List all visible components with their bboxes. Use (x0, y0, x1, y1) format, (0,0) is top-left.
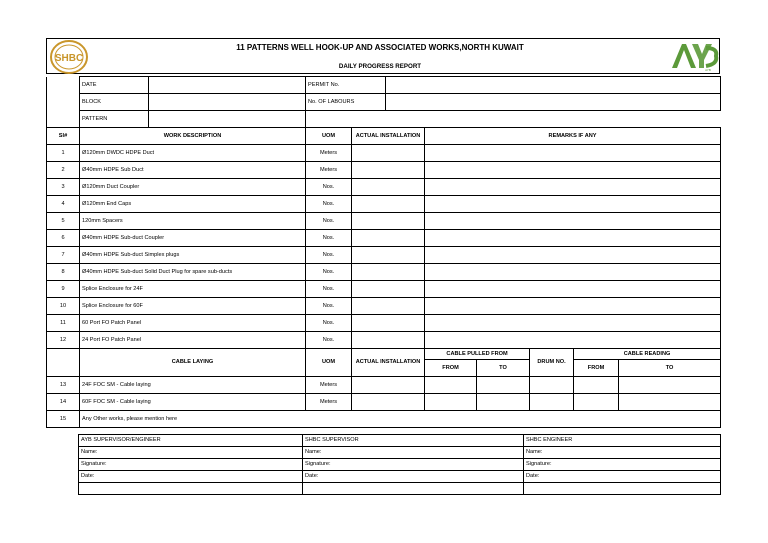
row-uom: Nos. (306, 179, 352, 196)
row-actual[interactable] (352, 179, 425, 196)
table-row (47, 281, 721, 298)
row-no: 11 (47, 315, 80, 332)
row-remarks[interactable] (425, 230, 721, 247)
row-reading-from[interactable] (574, 377, 619, 394)
cable-reading-header: CABLE READING (574, 349, 721, 360)
row-uom: Meters (306, 162, 352, 179)
row-desc: 24 Port FO Patch Panel (80, 332, 306, 349)
reading-from-header: FROM (574, 360, 619, 377)
row-no: 3 (47, 179, 80, 196)
row-uom: Meters (306, 394, 352, 411)
row-reading-from[interactable] (574, 394, 619, 411)
table-row (47, 213, 721, 230)
row-desc: Ø40mm HDPE Sub-duct Simplex plugs (80, 247, 306, 264)
report-subtitle: DAILY PROGRESS REPORT (338, 63, 422, 70)
shbc-eng-name[interactable]: Name: (524, 447, 721, 459)
table-row (47, 196, 721, 213)
cable-pulled-header: CABLE PULLED FROM (425, 349, 530, 360)
cable-row (47, 377, 721, 394)
shbc-logo (49, 40, 89, 74)
shbc-sup-signature[interactable]: Signature: (303, 459, 524, 471)
shbc-sup-name[interactable]: Name: (303, 447, 524, 459)
row-no: 4 (47, 196, 80, 213)
row-uom: Nos. (306, 315, 352, 332)
row-desc: 120mm Spacers (80, 213, 306, 230)
ayb-signature[interactable]: Signature: (79, 459, 303, 471)
shbc-eng-blank (524, 483, 721, 495)
row-uom: Meters (306, 377, 352, 394)
row-no: 5 (47, 213, 80, 230)
row-actual[interactable] (352, 315, 425, 332)
row-reading-to[interactable] (619, 394, 721, 411)
row-remarks[interactable] (425, 298, 721, 315)
row-desc: 60F FOC SM - Cable laying (80, 394, 306, 411)
shbc-sup-blank (303, 483, 524, 495)
row-uom: Nos. (306, 213, 352, 230)
other-works-row (47, 411, 721, 428)
info-gap (47, 77, 80, 94)
table-row (47, 162, 721, 179)
pulled-to-header: TO (477, 360, 530, 377)
row-no: 2 (47, 162, 80, 179)
row-pulled-to[interactable] (477, 377, 530, 394)
row-no: 14 (47, 394, 80, 411)
row-uom: Nos. (306, 247, 352, 264)
row-drum[interactable] (530, 377, 574, 394)
row-uom: Nos. (306, 281, 352, 298)
row-actual[interactable] (352, 281, 425, 298)
table-row (47, 332, 721, 349)
cable-sl-blank (47, 349, 80, 377)
row-actual[interactable] (352, 247, 425, 264)
drum-no-header: DRUM NO. (530, 349, 574, 377)
row-no: 6 (47, 230, 80, 247)
pulled-from-header: FROM (425, 360, 477, 377)
row-no: 7 (47, 247, 80, 264)
row-actual[interactable] (352, 162, 425, 179)
col-actual: ACTUAL INSTALLATION (352, 128, 425, 145)
row-uom: Nos. (306, 332, 352, 349)
ayb-logo-text: AYB (705, 68, 711, 72)
row-pulled-from[interactable] (425, 394, 477, 411)
table-row (47, 298, 721, 315)
row-remarks[interactable] (425, 162, 721, 179)
row-pulled-from[interactable] (425, 377, 477, 394)
row-actual[interactable] (352, 230, 425, 247)
table-row (47, 247, 721, 264)
row-no: 1 (47, 145, 80, 162)
info-gap (47, 94, 80, 111)
row-remarks[interactable] (425, 196, 721, 213)
row-remarks[interactable] (425, 315, 721, 332)
ayb-logo (668, 40, 720, 72)
row-actual[interactable] (352, 145, 425, 162)
row-drum[interactable] (530, 394, 574, 411)
report-title: 11 PATTERNS WELL HOOK-UP AND ASSOCIATED WORKS,NORTH KUWAIT (236, 43, 524, 52)
row-actual[interactable] (352, 196, 425, 213)
shbc-eng-signature[interactable]: Signature: (524, 459, 721, 471)
shbc-eng-date[interactable]: Date: (524, 471, 721, 483)
row-reading-to[interactable] (619, 377, 721, 394)
block-label: BLOCK (80, 94, 149, 111)
row-no: 13 (47, 377, 80, 394)
cable-actual-header: ACTUAL INSTALLATION (352, 349, 425, 377)
row-uom: Nos. (306, 196, 352, 213)
ayb-supervisor-label: AYB SUPERVISOR/ENGINEER (79, 435, 303, 447)
block-value[interactable] (149, 94, 306, 111)
row-no: 12 (47, 332, 80, 349)
row-no: 9 (47, 281, 80, 298)
row-pulled-to[interactable] (477, 394, 530, 411)
row-desc: Ø40mm HDPE Sub-duct Coupler (80, 230, 306, 247)
signature-table (78, 434, 721, 495)
row-desc: 24F FOC SM - Cable laying (80, 377, 306, 394)
pattern-value[interactable] (149, 111, 306, 128)
ayb-blank (79, 483, 303, 495)
ayb-date[interactable]: Date: (79, 471, 303, 483)
col-uom: UOM (306, 128, 352, 145)
table-row (47, 230, 721, 247)
labours-label: No. OF LABOURS (306, 94, 386, 111)
col-work: WORK DESCRIPTION (80, 128, 306, 145)
table-row (47, 315, 721, 332)
row-actual[interactable] (352, 332, 425, 349)
row-remarks[interactable] (425, 281, 721, 298)
row-remarks[interactable] (425, 332, 721, 349)
pattern-blank (306, 111, 721, 128)
row-uom: Meters (306, 145, 352, 162)
row-desc: Ø120mm DWDC HDPE Duct (80, 145, 306, 162)
row-no: 8 (47, 264, 80, 281)
row-uom: Nos. (306, 230, 352, 247)
row-remarks[interactable] (425, 145, 721, 162)
row-no: 10 (47, 298, 80, 315)
row-actual[interactable] (352, 298, 425, 315)
row-uom: Nos. (306, 264, 352, 281)
table-row (47, 179, 721, 196)
row-actual[interactable] (352, 213, 425, 230)
other-works-text[interactable]: Any Other works, please mention here (80, 411, 721, 428)
shbc-engineer-label: SHBC ENGINEER (524, 435, 721, 447)
table-row (47, 145, 721, 162)
row-actual[interactable] (352, 264, 425, 281)
row-desc: Ø120mm End Caps (80, 196, 306, 213)
row-actual[interactable] (352, 377, 425, 394)
col-remarks: REMARKS IF ANY (425, 128, 721, 145)
row-desc: Ø40mm HDPE Sub Duct (80, 162, 306, 179)
row-remarks[interactable] (425, 264, 721, 281)
labours-value[interactable] (386, 94, 721, 111)
cable-laying-header: CABLE LAYING (80, 349, 306, 377)
date-value[interactable] (149, 77, 306, 94)
ayb-name[interactable]: Name: (79, 447, 303, 459)
info-gap (47, 111, 80, 128)
pattern-label: PATTERN (80, 111, 149, 128)
row-actual[interactable] (352, 394, 425, 411)
shbc-supervisor-label: SHBC SUPERVISOR (303, 435, 524, 447)
permit-value[interactable] (386, 77, 721, 94)
row-no: 15 (47, 411, 80, 428)
reading-to-header: TO (619, 360, 721, 377)
row-remarks[interactable] (425, 247, 721, 264)
row-remarks[interactable] (425, 213, 721, 230)
shbc-logo-text: SHBC (54, 53, 84, 64)
row-desc: Splice Enclosure for 60F (80, 298, 306, 315)
row-desc: 60 Port FO Patch Panel (80, 315, 306, 332)
permit-label: PERMIT No. (306, 77, 386, 94)
row-desc: Splice Enclosure for 24F (80, 281, 306, 298)
progress-table (46, 76, 721, 428)
col-sl: Sl# (47, 128, 80, 145)
date-label: DATE (80, 77, 149, 94)
cable-uom-header: UOM (306, 349, 352, 377)
row-desc: Ø40mm HDPE Sub-duct Solid Duct Plug for spare sub-ducts (80, 264, 306, 281)
row-desc: Ø120mm Duct Coupler (80, 179, 306, 196)
shbc-sup-date[interactable]: Date: (303, 471, 524, 483)
row-remarks[interactable] (425, 179, 721, 196)
table-row (47, 264, 721, 281)
cable-row (47, 394, 721, 411)
row-uom: Nos. (306, 298, 352, 315)
